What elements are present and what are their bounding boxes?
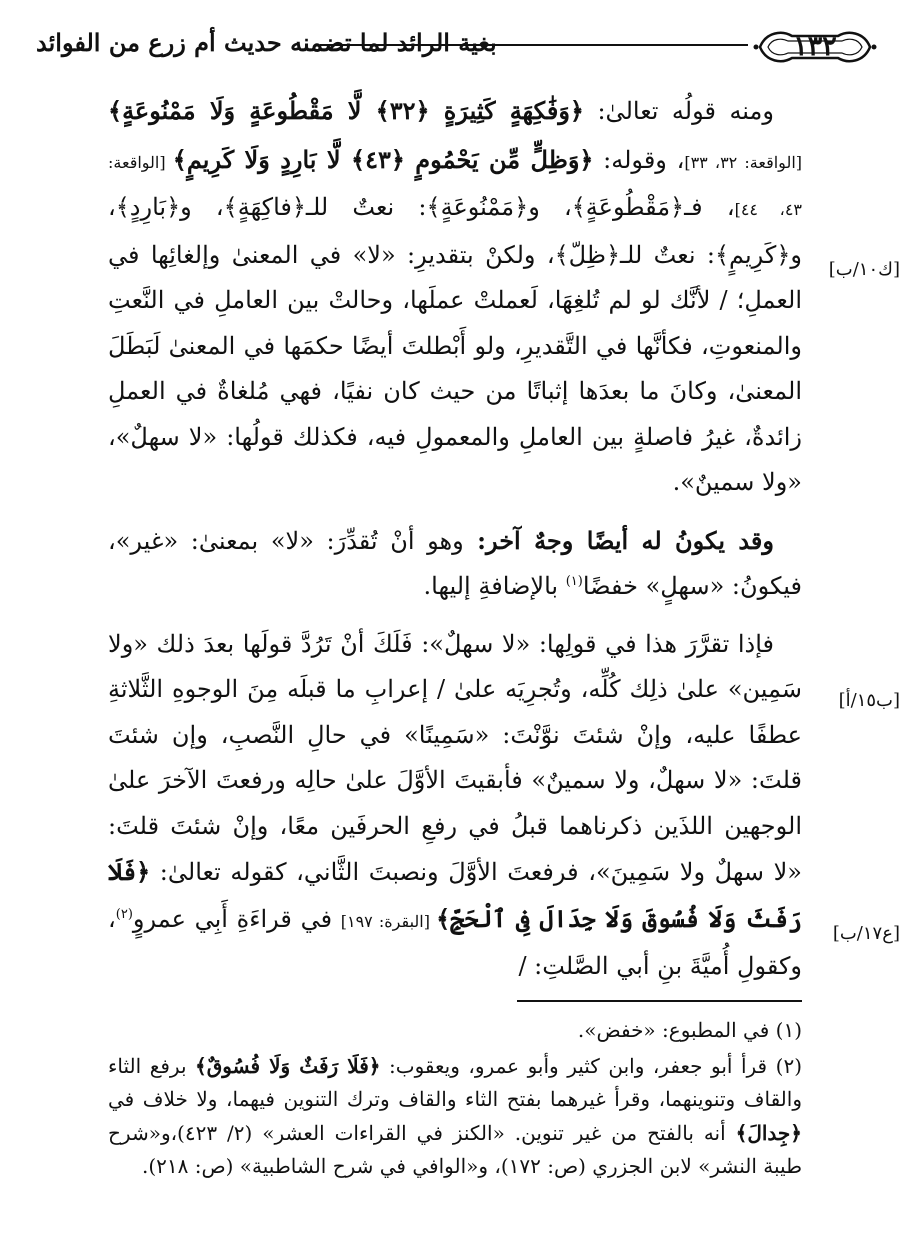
footnote-2 [108,1050,802,1184]
main-text [108,88,802,990]
text-run: ، فـ﴿مَقْطُوعَةٍ﴾، و﴿مَمْنُوعَةٍ﴾: نعتٌ للـ﴿فاكِهَةٍ﴾، و﴿بَارِدٍ﴾، و﴿كَرِيمٍ﴾: نعتٌ للـ﴿ظِلّ﴾، ولكنْ بتقديرِ: «لا» في المعنىٰ وإلغائِها في العملِ؛ / لأنَّك لو لم تُلغِهَا، لَعملتْ عملَها، وحالتْ بين العاملِ في النَّعتِ والمنعوتِ، فكأنَّها في التَّقديرِ، ولو أَبْطلتَ أيضًا حكمَها في المعنىٰ لَبَطَلَ المعنىٰ، وكانَ ما بعدَها إثباتًا من حيث كان نفيًا، فهي مُلغاةٌ في العملِ زائدةٌ، غيرُ فاصلةٍ بين العاملِ والمعمولِ فيه، فكذلك قولُها: «لا سهلٌ»، «ولا سمينٌ». [108,193,803,496]
text-run: برفع الثاء والقاف وتنوينهما، وقرأ غيرهما بفتح الثاء والقاف وترك التنوين فيهما، ولا خلاف في [108,1053,802,1111]
footnotes [108,1014,802,1186]
text-run: فإذا تقرَّرَ هذا في قولِها: «لا سهلٌ»: فَلَكَ أنْ تَرُدَّ قولَها بعدَ ذلك «ولا سَمِين» علىٰ ذلِك كُلِّه، وتُجرِيَه علىٰ / إعرابِ ما قبلَه مِنَ الوجوهِ الثَّلاثةِ عطفًا عليه، وإنْ شئتَ نوَّنْتَ: «سَمِينًا» في حالِ النَّصبِ، وإن شئتَ قلتَ: «لا سهلٌ، ولا سمينٌ» فأبقيتَ الأوَّلَ علىٰ حالِه ورفعتَ الآخرَ علىٰ الوجهين اللذَين ذكرناهما قبلُ في رفعِ الحرفَين معًا، وإنْ شئتَ قلتَ: «لا سهلٌ ولا سَمِينَ»، فرفعتَ الأوَّلَ ونصبتَ الثَّاني، كقوله تعالىٰ: [108,629,802,886]
running-title: بغية الرائد لما تضمنه حديث أم زرع من الفوائد [36,28,497,57]
quran-verse: ﴿وَظِلٍّ مِّن يَحْمُومٍ ﴿٤٣﴾ لَّا بَارِدٍ وَلَا كَرِيمٍ﴾ [172,144,594,174]
quran-verse: ﴿وَفَٰكِهَةٍ كَثِيرَةٍ ﴿٣٢﴾ لَّا مَقْطُوعَةٍ وَلَا مَمْنُوعَةٍ﴾ [108,96,584,125]
paragraph-1 [108,88,802,506]
footnote-marker[interactable]: (١) [565,574,583,589]
manuscript-ref-a17b: [ع١٧/ب] [832,923,900,944]
page-header [36,22,878,72]
footnote-separator [517,1000,802,1002]
text-run: في قراءَةِ أَبِي عمروٍ [132,904,341,933]
manuscript-ref-k10b: [ك١٠/ب] [828,259,900,280]
manuscript-ref-b15a: [ب١٥/أ] [838,690,900,711]
footnote-1: (١) في المطبوع: «خفض». [577,1018,802,1042]
text-run: وهو أنْ تُقدِّرَ: «لا» بمعنىٰ: «غير»، فيكونُ: «سهلٍ» خفضًا [108,526,802,600]
footnote-marker[interactable]: (٢) [115,906,133,922]
verse-citation: [الواقعة: ٣٢، ٣٣] [684,152,803,172]
text-run: بالإضافةِ إليها. [423,572,566,600]
verse-citation: [البقرة: ١٩٧] [340,911,437,931]
quran-verse: ﴿فَلَا رَفَثَ وَلَا فُسُوقَ وَلَا جِدَالَ فِى ٱلْحَجِّ﴾ [108,857,802,933]
text-run: (٢) قرأ أبو جعفر، وابن كثير وأبو عمرو، ويعقوب: [380,1053,802,1078]
quran-verse: ﴿جِدالَ﴾ [735,1120,802,1145]
paragraph-3 [108,622,802,990]
verse-citation: [الواقعة: ٤٣، ٤٤] [108,152,802,219]
text-run: أنه بالفتح من غير تنوين. «الكنز في القراءات العشر» (٢/ ٤٢٣)،و«شرح طيبة النشر» لابن الجزري (ص: ١٧٢)، و«الوافي في شرح الشاطبية» (ص: ٢١٨). [108,1120,802,1178]
text-run: ، وكقولِ أُميَّةَ بنِ أبي الصَّلتِ: / [108,904,802,980]
paragraph-2 [108,518,802,610]
quran-verse: ﴿فَلَا رَفَثٌ وَلَا فُسُوقٌ﴾ [195,1053,381,1078]
page-number: ١٣٢ [793,31,837,62]
text-run: ومنه قولُه تعالىٰ: [584,97,774,125]
text-run: ، وقوله: [593,145,685,174]
paragraph-lead: وقد يكونُ له أيضًا وجهٌ آخر: [463,525,774,555]
